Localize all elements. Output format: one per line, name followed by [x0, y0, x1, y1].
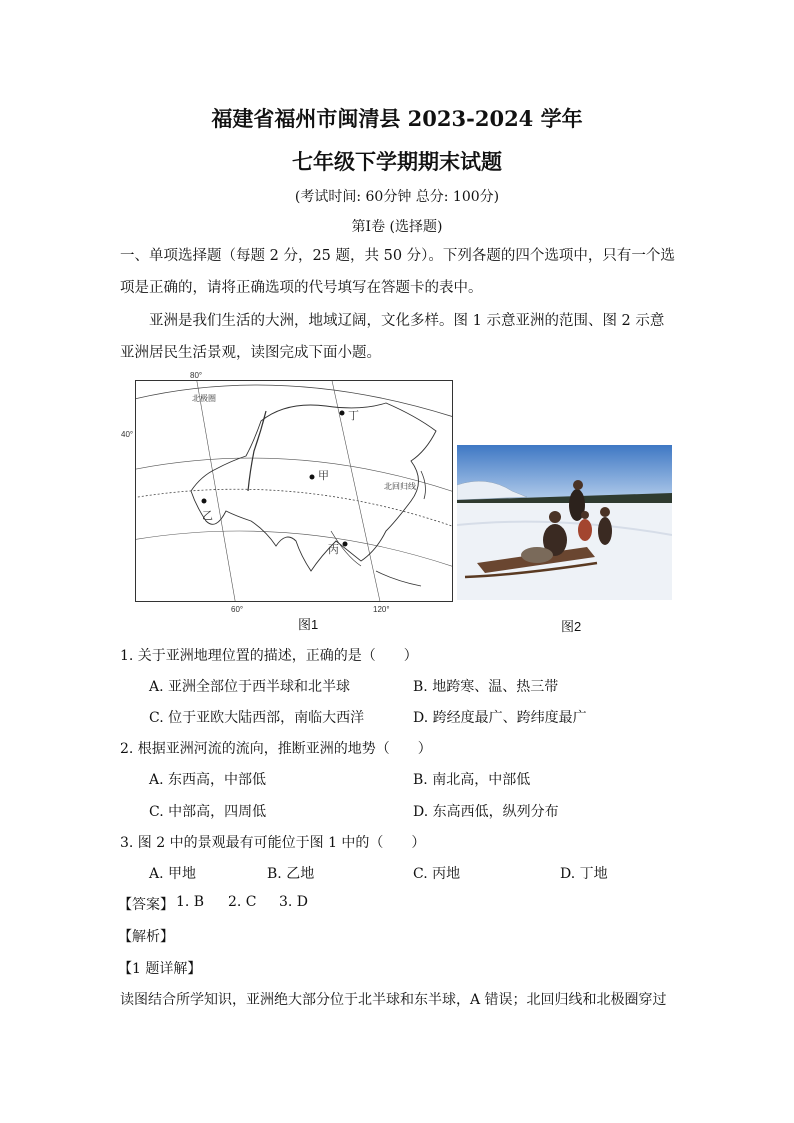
analysis-label: 【解析】: [118, 929, 174, 945]
boundary-line: [248, 411, 266, 491]
question-1-option-a: A. 亚洲全部位于西半球和北半球: [149, 679, 351, 695]
answer-2: 2. C: [228, 894, 257, 910]
longitude-60-line: [196, 381, 236, 601]
figure2-caption: 图2: [561, 619, 582, 634]
section-instructions: 一、单项选择题（每题 2 分，25 题，共 50 分）。下列各题的四个选项中，只有一个选项是正确的，请将正确选项的代号填写在答题卡的表中。: [120, 248, 675, 296]
tropic-line: [136, 489, 452, 531]
point-jia: [310, 475, 315, 480]
label-lat40: 40°: [121, 430, 134, 439]
question-1-stem: 1. 关于亚洲地理位置的描述，正确的是（ ）: [120, 648, 418, 664]
question-3-stem: 3. 图 2 中的景观最有可能位于图 1 中的（ ）: [120, 835, 426, 851]
question-3-option-c: C. 丙地: [413, 866, 461, 882]
arctic-circle-line: [136, 385, 452, 421]
answer-label: 【答案】: [118, 897, 174, 913]
analysis-q1-text: 读图结合所学知识，亚洲绝大部分位于北半球和东半球，A 错误；北回归线和北极圈穿过: [120, 992, 667, 1008]
question-3-option-b: B. 乙地: [267, 866, 315, 882]
point-yi: [202, 499, 207, 504]
label-bing: 丙: [328, 544, 339, 556]
label-lon120: 120°: [373, 605, 390, 614]
question-3-option-d: D. 丁地: [560, 866, 608, 882]
part-heading: 第Ⅰ卷 (选择题): [351, 219, 443, 235]
label-yi: 乙: [202, 510, 213, 522]
question-2-stem: 2. 根据亚洲河流的流向，推断亚洲的地势（ ）: [120, 741, 432, 757]
question-intro: 亚洲是我们生活的大洲，地域辽阔，文化多样。图 1 示意亚洲的范围、图 2 示意亚洲居民生活景观，读图完成下面小题。: [120, 313, 665, 361]
asia-map-figure: [135, 380, 453, 602]
label-ding: 丁: [348, 410, 359, 422]
answer-1: 1. B: [176, 894, 205, 910]
answer-3: 3. D: [279, 894, 309, 910]
label-lon80: 80°: [190, 371, 203, 380]
question-2-option-b: B. 南北高，中部低: [413, 772, 531, 788]
question-2-option-a: A. 东西高，中部低: [149, 772, 267, 788]
question-1-option-c: C. 位于亚欧大陆西部，南临大西洋: [149, 710, 365, 726]
point-ding: [340, 411, 345, 416]
point-bing: [343, 542, 348, 547]
japan-outline: [421, 471, 425, 499]
exam-time-info: (考试时间: 60分钟 总分: 100分): [294, 189, 500, 205]
sled-scene-photo: [457, 445, 672, 600]
exam-title-line1: 福建省福州市闽清县 2023-2024 学年: [211, 106, 583, 131]
latitude-line-2: [136, 531, 452, 571]
figure1-caption: 图1: [298, 617, 319, 632]
question-2-option-d: D. 东高西低，纵列分布: [413, 804, 559, 820]
sled-scene: [457, 445, 672, 600]
question-1-option-b: B. 地跨寒、温、热三带: [413, 679, 559, 695]
label-arctic: 北极圈: [192, 394, 216, 403]
question-2-option-c: C. 中部高，四周低: [149, 804, 267, 820]
label-jia: 甲: [318, 470, 329, 482]
exam-title-line2: 七年级下学期期末试题: [292, 149, 502, 174]
islands-outline: [376, 571, 421, 586]
question-1-option-d: D. 跨经度最广、跨纬度最广: [413, 710, 587, 726]
label-tropic: 北回归线: [384, 482, 416, 491]
question-3-option-a: A. 甲地: [149, 866, 197, 882]
label-lon60: 60°: [231, 605, 244, 614]
analysis-q1-label: 【1 题详解】: [118, 961, 202, 977]
